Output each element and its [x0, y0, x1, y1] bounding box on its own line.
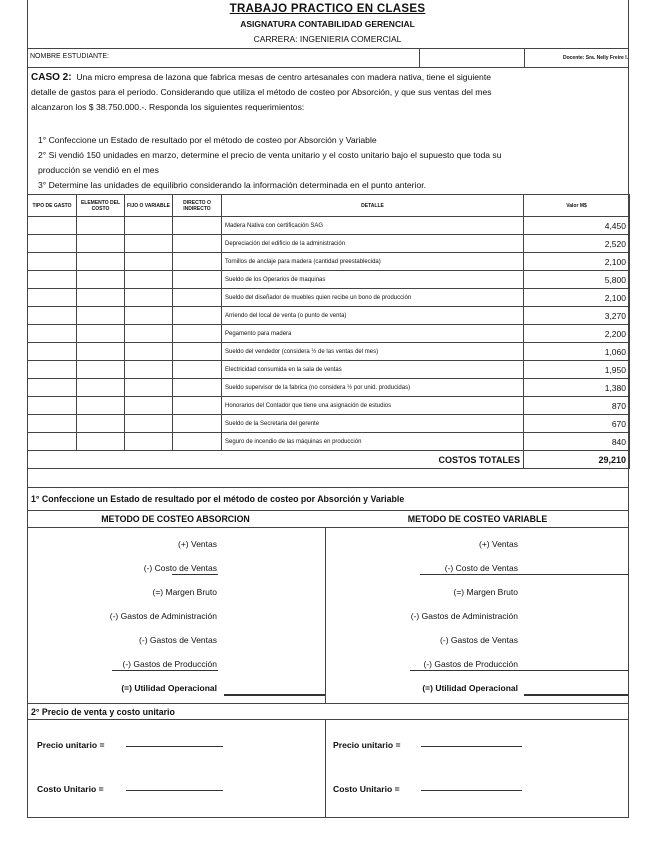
classification-cell[interactable]	[173, 361, 222, 379]
classification-cell[interactable]	[173, 397, 222, 415]
divider	[325, 527, 326, 703]
abs-line-gastos-admin: (-) Gastos de Administración	[109, 611, 217, 621]
value-cell: 1,380	[524, 379, 630, 397]
classification-cell[interactable]	[125, 325, 173, 343]
detail-cell: Sueldo de la Secretaria del gerente	[222, 415, 524, 433]
abs-line-gastos-ventas: (-) Gastos de Ventas	[139, 635, 217, 645]
classification-cell[interactable]	[77, 289, 125, 307]
detail-cell: Honorarios del Contador que tiene una asignación de estudios	[222, 397, 524, 415]
var-line-costo-ventas: (-) Costo de Ventas	[444, 563, 518, 573]
classification-cell[interactable]	[77, 253, 125, 271]
underline	[410, 670, 629, 671]
detail-cell: Depreciación del edificio de la administración	[222, 235, 524, 253]
classification-cell[interactable]	[28, 253, 77, 271]
requirement-item: 1° Confeccione un Estado de resultado por el método de costeo por Absorción y Variable	[38, 135, 377, 145]
classification-cell[interactable]	[125, 307, 173, 325]
subject-label: ASIGNATURA CONTABILIDAD GERENCIAL	[240, 19, 415, 29]
value-cell: 870	[524, 397, 630, 415]
classification-cell[interactable]	[28, 289, 77, 307]
unit-price-label: Precio unitario =	[333, 740, 401, 750]
requirement-item: 2° Si vendió 150 unidades en marzo, determine el precio de venta unitario y el costo unitario bajo el supuesto que toda su	[38, 150, 502, 160]
value-cell: 670	[524, 415, 630, 433]
classification-cell[interactable]	[28, 379, 77, 397]
classification-cell[interactable]	[28, 397, 77, 415]
divider	[27, 527, 629, 528]
classification-cell[interactable]	[125, 271, 173, 289]
classification-cell[interactable]	[28, 271, 77, 289]
case-intro-line: detalle de gastos para el periodo. Considerando que utiliza el método de costeo por Absorción, y que sus ventas del mes	[31, 87, 492, 97]
detail-cell: Sueldo de los Operarios de maquinas	[222, 271, 524, 289]
answer-line[interactable]	[126, 746, 223, 747]
column-header: TIPO DE GASTO	[28, 195, 77, 217]
var-line-utilidad: (=) Utilidad Operacional	[422, 683, 518, 693]
table-header-row	[28, 195, 630, 217]
table-row	[28, 397, 630, 415]
classification-cell[interactable]	[125, 235, 173, 253]
answer-line[interactable]	[421, 746, 522, 747]
detail-cell: Sueldo del diseñador de muebles quien recibe un bono de producción	[222, 289, 524, 307]
case-intro-line: Una micro empresa de lazona que fabrica mesas de centro artesanales con madera nativa, tiene el siguiente	[76, 72, 491, 82]
detail-cell: Tornillos de anclaje para madera (cantidad preestablecida)	[222, 253, 524, 271]
value-cell: 2,200	[524, 325, 630, 343]
abs-line-ventas: (+) Ventas	[178, 539, 217, 549]
classification-cell[interactable]	[125, 379, 173, 397]
classification-cell[interactable]	[173, 235, 222, 253]
divider	[27, 48, 629, 49]
value-cell: 1,950	[524, 361, 630, 379]
value-cell: 4,450	[524, 217, 630, 235]
divider	[325, 719, 326, 818]
column-header: ELEMENTO DEL COSTO	[77, 195, 125, 217]
teacher-label: Docente: Sra. Nelly Freire I.	[562, 55, 628, 61]
var-line-gastos-ventas: (-) Gastos de Ventas	[440, 635, 518, 645]
detail-cell: Seguro de incendio de las máquinas en producción	[222, 433, 524, 451]
classification-cell[interactable]	[28, 361, 77, 379]
case-heading: CASO 2:	[31, 72, 72, 83]
divider	[27, 510, 629, 511]
table-row	[28, 235, 630, 253]
table-row	[28, 289, 630, 307]
classification-cell[interactable]	[77, 217, 125, 235]
table-row	[28, 379, 630, 397]
classification-cell[interactable]	[77, 235, 125, 253]
classification-cell[interactable]	[28, 415, 77, 433]
table-row	[28, 361, 630, 379]
expense-table	[27, 194, 630, 469]
requirement-item: producción se vendió en el mes	[38, 165, 159, 175]
classification-cell[interactable]	[173, 415, 222, 433]
value-cell: 5,800	[524, 271, 630, 289]
column-header: DETALLE	[222, 195, 524, 217]
detail-cell: Sueldo supervisor de la fabrica (no considera ½ por unid. producidas)	[222, 379, 524, 397]
var-line-gastos-admin: (-) Gastos de Administración	[410, 611, 518, 621]
case-intro	[31, 70, 626, 115]
value-cell: 2,520	[524, 235, 630, 253]
classification-cell[interactable]	[173, 343, 222, 361]
variable-heading: METODO DE COSTEO VARIABLE	[407, 514, 548, 524]
answer-line[interactable]	[421, 790, 522, 791]
value-cell: 2,100	[524, 253, 630, 271]
detail-cell: Sueldo del vendedor (considera ½ de las ventas del mes)	[222, 343, 524, 361]
classification-cell[interactable]	[77, 415, 125, 433]
table-row	[28, 433, 630, 451]
classification-cell[interactable]	[173, 289, 222, 307]
var-line-ventas: (+) Ventas	[479, 539, 518, 549]
career-label: CARRERA: INGENIERIA COMERCIAL	[253, 34, 402, 44]
table-row	[28, 217, 630, 235]
student-extra-field[interactable]	[420, 49, 523, 66]
unit-price-label: Precio unitario =	[37, 740, 105, 750]
divider	[27, 719, 629, 720]
classification-cell[interactable]	[28, 307, 77, 325]
section2-title: 2° Precio de venta y costo unitario	[31, 707, 175, 717]
detail-cell: Arriendo del local de venta (o punto de venta)	[222, 307, 524, 325]
section1-title: 1° Confeccione un Estado de resultado por el método de costeo por Absorción y Variable	[31, 494, 405, 504]
table-row	[28, 343, 630, 361]
detail-cell: Electricidad consumida en la sala de ventas	[222, 361, 524, 379]
var-line-margen-bruto: (=) Margen Bruto	[453, 587, 518, 597]
classification-cell[interactable]	[77, 307, 125, 325]
column-header: FIJO O VARIABLE	[125, 195, 173, 217]
table-row	[28, 271, 630, 289]
answer-line[interactable]	[224, 694, 325, 696]
classification-cell[interactable]	[125, 253, 173, 271]
divider	[27, 487, 629, 488]
classification-cell[interactable]	[173, 325, 222, 343]
abs-line-gastos-produccion: (-) Gastos de Producción	[122, 659, 217, 669]
divider	[27, 703, 629, 704]
abs-line-utilidad: (=) Utilidad Operacional	[121, 683, 217, 693]
classification-cell[interactable]	[173, 271, 222, 289]
value-cell: 840	[524, 433, 630, 451]
column-header: DIRECTO O INDIRECTO	[173, 195, 222, 217]
classification-cell[interactable]	[125, 343, 173, 361]
table-row	[28, 307, 630, 325]
classification-cell[interactable]	[28, 325, 77, 343]
student-name-field[interactable]	[332, 49, 418, 66]
classification-cell[interactable]	[173, 307, 222, 325]
requirement-item: 3° Determine las unidades de equilibrio considerando la información determinada en el punto anterior.	[38, 180, 427, 190]
classification-cell[interactable]	[173, 217, 222, 235]
classification-cell[interactable]	[125, 361, 173, 379]
classification-cell[interactable]	[173, 379, 222, 397]
classification-cell[interactable]	[77, 271, 125, 289]
classification-cell[interactable]	[125, 433, 173, 451]
abs-line-margen-bruto: (=) Margen Bruto	[152, 587, 217, 597]
classification-cell[interactable]	[28, 433, 77, 451]
column-header: Valor M$	[524, 195, 630, 217]
classification-cell[interactable]	[125, 397, 173, 415]
table-row	[28, 253, 630, 271]
classification-cell[interactable]	[77, 379, 125, 397]
classification-cell[interactable]	[125, 289, 173, 307]
table-row	[28, 415, 630, 433]
underline	[112, 670, 218, 671]
total-value: 29,210	[524, 451, 630, 469]
classification-cell[interactable]	[125, 415, 173, 433]
abs-line-costo-ventas: (-) Costo de Ventas	[143, 563, 217, 573]
classification-cell[interactable]	[28, 235, 77, 253]
classification-cell[interactable]	[77, 343, 125, 361]
case-intro-line: alcanzaron los $ 38.750.000.-. Responda los siguientes requerimientos:	[31, 102, 305, 112]
classification-cell[interactable]	[173, 253, 222, 271]
classification-cell[interactable]	[77, 397, 125, 415]
unit-cost-label: Costo Unitario =	[333, 784, 400, 794]
divider	[524, 48, 525, 67]
classification-cell[interactable]	[173, 433, 222, 451]
var-line-gastos-produccion: (-) Gastos de Producción	[423, 659, 518, 669]
value-cell: 1,060	[524, 343, 630, 361]
total-row	[28, 451, 630, 469]
value-cell: 3,270	[524, 307, 630, 325]
absorption-heading: METODO DE COSTEO ABSORCION	[101, 514, 250, 524]
total-label: COSTOS TOTALES	[28, 451, 524, 469]
classification-cell[interactable]	[77, 325, 125, 343]
answer-line[interactable]	[524, 694, 628, 696]
detail-cell: Madera Nativa con certificación SAG	[222, 217, 524, 235]
divider	[27, 67, 629, 68]
table-row	[28, 325, 630, 343]
unit-cost-label: Costo Unitario =	[37, 784, 104, 794]
answer-line[interactable]	[126, 790, 223, 791]
requirements-list	[38, 133, 628, 193]
detail-cell: Pegamento para madera	[222, 325, 524, 343]
underline	[420, 574, 629, 575]
page-title: TRABAJO PRACTICO EN CLASES	[229, 3, 426, 15]
classification-cell[interactable]	[28, 217, 77, 235]
student-name-label: NOMBRE ESTUDIANTE:	[30, 53, 109, 60]
classification-cell[interactable]	[125, 217, 173, 235]
classification-cell[interactable]	[77, 361, 125, 379]
classification-cell[interactable]	[77, 433, 125, 451]
classification-cell[interactable]	[28, 343, 77, 361]
value-cell: 2,100	[524, 289, 630, 307]
underline	[172, 574, 218, 575]
